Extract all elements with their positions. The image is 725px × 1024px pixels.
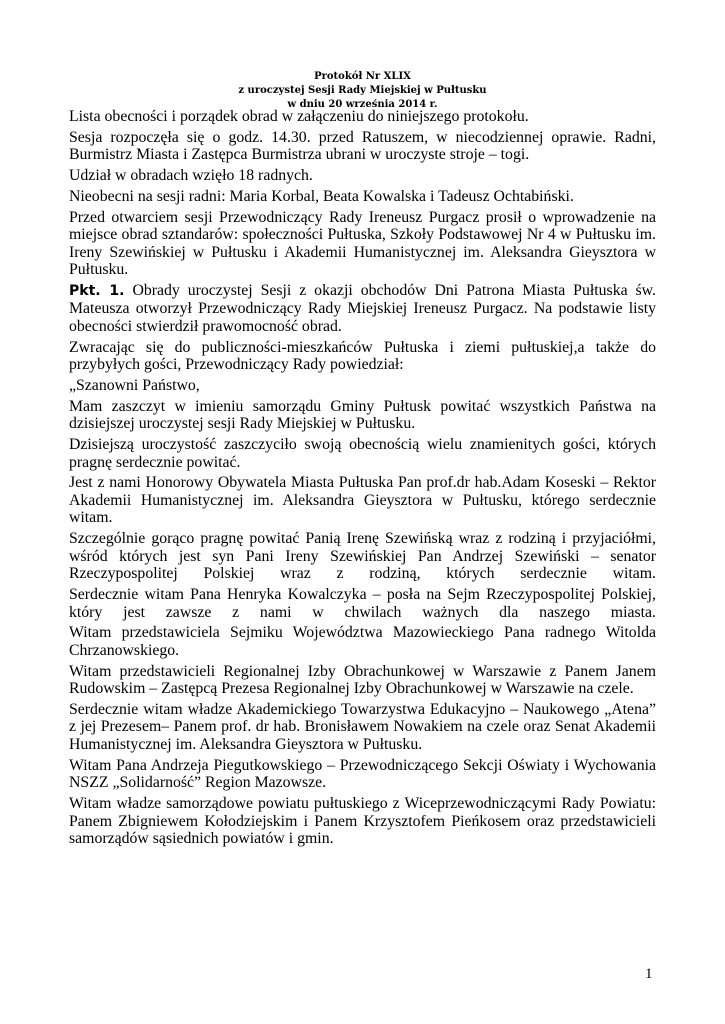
paragraph-solidarnosc: Witam Pana Andrzeja Piegutkowskiego – Przewodniczącego Sekcji Oświaty i Wychowania NSZZ „Solidarność” Region Mazowsze.	[69, 756, 656, 792]
protocol-header	[0, 70, 725, 112]
paragraph-kowalczyk: Serdecznie witam Pana Henryka Kowalczyka – posła na Sejm Rzeczypospolitej Polskiej, który jest zawsze z nami w chwilach ważnych dla naszego miasta.	[69, 586, 656, 621]
paragraph-address-intro: Zwracając się do publiczności-mieszkańców Pułtuska i ziemi pułtuskiej,a także do przybyłych gości, Przewodniczący Rady powiedział:	[69, 338, 656, 374]
paragraph-attendance: Lista obecności i porządek obrad w załączeniu do niniejszego protokołu.	[69, 108, 529, 125]
paragraph-atena: Serdecznie witam władze Akademickiego Towarzystwa Edukacyjno – Naukowego „Atena” z jej Prezesem– Panem prof. dr hab. Bronisławem Nowakiem na czele oraz Senat Akademii Humanistycznej im. Aleksandra Gieysztora w Pułtusku.	[69, 700, 656, 753]
paragraph-welcome-all: Mam zaszczyt w imieniu samorządu Gminy Pułtusk powitać wszystkich Państwa na dzisiejszej uroczystej sesji Rady Miejskiej w Pułtusku.	[69, 397, 656, 433]
paragraph-szewinska: Szczególnie gorąco pragnę powitać Panią Irenę Szewińską wraz z rodziną i przyjaciółmi, wśród których jest syn Pani Ireny Szewińskiej Pan Andrzej Szewiński – senator Rzeczypospolitej Polskiej wraz z rodziną, których serdecznie witam.	[69, 530, 656, 583]
paragraph-point-1	[69, 282, 656, 336]
paragraph-county: Witam władze samorządowe powiatu pułtuskiego z Wiceprzewodniczącymi Rady Powiatu: Panem Zbigniewem Kołodziejskim i Panem Krzysztofem Pieńkosem oraz przedstawicieli samorządów sąsiednich powiatów i gmin.	[69, 795, 656, 848]
point-label: Pkt. 1.	[69, 282, 125, 299]
page-number: 1	[645, 966, 653, 982]
point-1-text: Obrady uroczystej Sesji z okazji obchodów Dni Patrona Miasta Pułtuska św. Mateusza otworzył Przewodniczący Rady Miejskiej Ireneusz Purgacz. Na podstawie listy obecności stwierdził prawomocność obrad.	[69, 281, 657, 335]
protocol-title: Protokół Nr XLIX	[314, 71, 411, 82]
paragraph-rio: Witam przedstawicieli Regionalnej Izby Obrachunkowej w Warszawie z Panem Janem Rudowskim – Zastępcą Prezesa Regionalnej Izby Obrachunkowej w Warszawie na czele.	[69, 662, 656, 698]
protocol-subtitle: z uroczystej Sesji Rady Miejskiej w Pułtusku	[238, 85, 487, 96]
protocol-date: w dniu 20 września 2014 r.	[287, 99, 438, 110]
protocol-body	[69, 108, 656, 851]
paragraph-absent: Nieobecni na sesji radni: Maria Korbal, Beata Kowalska i Tadeusz Ochtabiński.	[69, 187, 574, 205]
paragraph-participants: Udział w obradach wzięło 18 radnych.	[69, 167, 313, 185]
paragraph-sejmik: Witam przedstawiciela Sejmiku Województwa Mazowieckiego Pana radnego Witolda Chrzanowskiego.	[69, 624, 656, 659]
paragraph-rector: Jest z nami Honorowy Obywatela Miasta Pułtuska Pan prof.dr hab.Adam Koseski – Rektor Akademii Humanistycznej im. Aleksandra Gieysztora w Pułtusku, którego serdecznie witam.	[69, 474, 656, 527]
paragraph-session-start: Sesja rozpoczęła się o godz. 14.30. przed Ratuszem, w niecodziennej oprawie. Radni, Burmistrz Miasta i Zastępca Burmistrza ubrani w uroczyste stroje – togi.	[69, 128, 656, 164]
paragraph-distinguished-guests: Dzisiejszą uroczystość zaszczyciło swoją obecnością wielu znamienitych gości, których pragnę serdecznie powitać.	[69, 436, 656, 471]
paragraph-greeting: „Szanowni Państwo,	[69, 377, 200, 395]
paragraph-banners: Przed otwarciem sesji Przewodniczący Rady Ireneusz Purgacz prosił o wprowadzenie na miejsce obrad sztandarów: społeczności Pułtuska, Szkoły Podstawowej Nr 4 w Pułtusku im. Ireny Szewińskiej w Pułtusku i Akademii Humanistycznej im. Aleksandra Gieysztora w Pułtusku.	[69, 208, 656, 279]
